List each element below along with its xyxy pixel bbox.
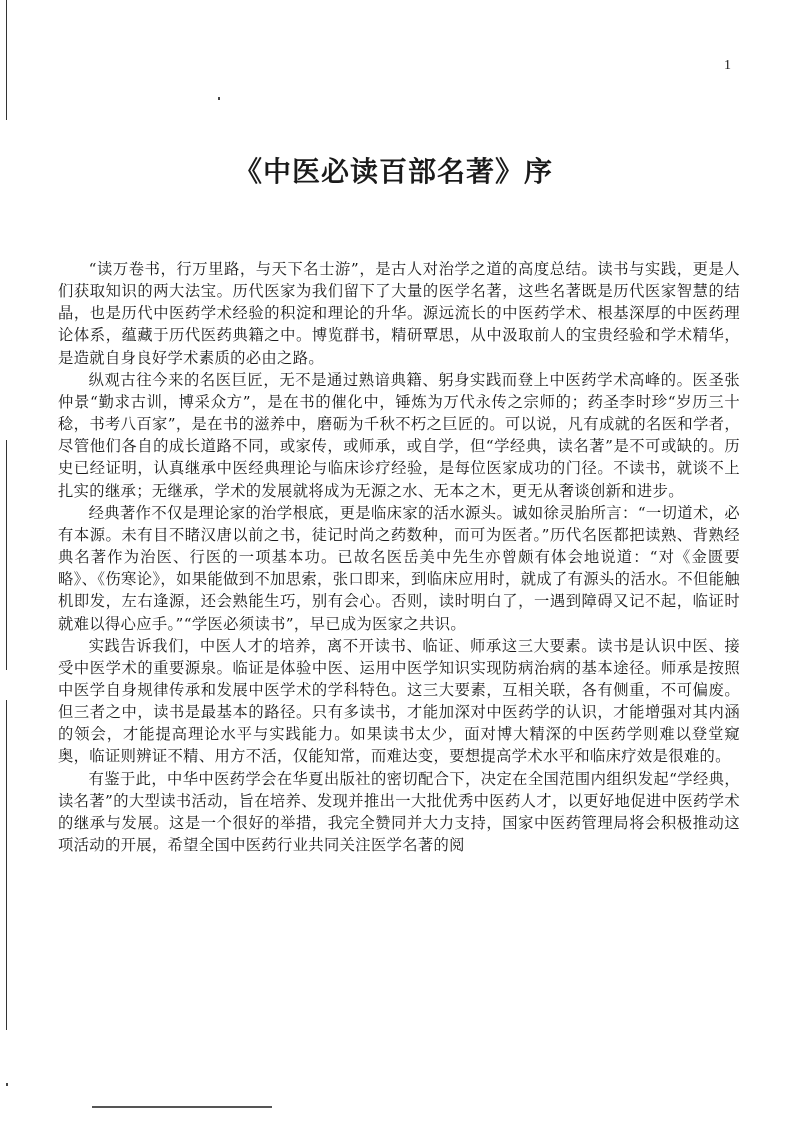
- paragraph-2: 纵观古往今来的名医巨匠，无不是通过熟谙典籍、躬身实践而登上中医药学术高峰的。医圣张仲景“勤求古训，博采众方”，是在书的催化中，锤炼为万代永传之宗师的；药圣李时珍“岁历三十稔，书考八百家”，是在书的滋养中，磨砺为千秋不朽之巨匠的。可以说，凡有成就的名医和学者，尽管他们各自的成长道路不同，或家传，或师承，或自学，但“学经典，读名著”是不可或缺的。历史已经证明，认真继承中医经典理论与临床诊疗经验，是每位医家成功的门径。不读书，就谈不上扎实的继承；无继承，学术的发展就将成为无源之水、无本之木，更无从奢谈创新和进步。: [58, 370, 740, 500]
- scan-margin-line-bottom: [6, 700, 7, 1030]
- scan-speck: [218, 97, 220, 100]
- paragraph-3: 经典著作不仅是理论家的治学根底，更是临床家的活水源头。诚如徐灵胎所言：“一切道术，必有本源。未有目不睹汉唐以前之书，徒记时尚之药数种，而可为医者。”历代名医都把读熟、背熟经典名著作为治医、行医的一项基本功。已故名医岳美中先生亦曾颇有体会地说道：“对《金匮要略》、《伤寒论》，如果能做到不加思索，张口即来，到临床应用时，就成了有源头的活水。不但能触机即发，左右逢源，还会熟能生巧，别有会心。否则，读时明白了，一遇到障碍又记不起，临证时就难以得心应手。”“学医必须读书”，早已成为医家之共识。: [58, 503, 740, 633]
- scan-speck: [6, 1083, 8, 1086]
- preface-body: [58, 258, 740, 856]
- paragraph-1: “读万卷书，行万里路，与天下名士游”，是古人对治学之道的高度总结。读书与实践，更是人们获取知识的两大法宝。历代医家为我们留下了大量的医学名著，这些名著既是历代医家智慧的结晶，也是历代中医药学术经验的积淀和理论的升华。源远流长的中医药学术、根基深厚的中医药理论体系，蕴藏于历代医药典籍之中。博览群书，精研覃思，从中汲取前人的宝贵经验和学术精华，是造就自身良好学术素质的必由之路。: [58, 260, 740, 367]
- footer-rule: [92, 1106, 272, 1108]
- scan-margin-line-middle: [6, 440, 7, 670]
- scan-margin-line-top: [6, 0, 7, 120]
- paragraph-4: 实践告诉我们，中医人才的培养，离不开读书、临证、师承这三大要素。读书是认识中医、接受中医学术的重要源泉。临证是体验中医、运用中医学知识实现防病治病的基本途径。师承是按照中医学自身规律传承和发展中医学术的学科特色。这三大要素，互相关联，各有侧重，不可偏废。但三者之中，读书是最基本的路径。只有多读书，才能加深对中医药学的认识，才能增强对其内涵的领会，才能提高理论水平与实践能力。如果读书太少，面对博大精深的中医药学则难以登堂窥奥，临证则辨证不精、用方不活，仅能知常，而难达变，要想提高学术水平和临床疗效是很难的。: [58, 636, 740, 766]
- page-number: 1: [724, 58, 731, 73]
- paragraph-5: 有鉴于此，中华中医药学会在华夏出版社的密切配合下，决定在全国范围内组织发起“学经典，读名著”的大型读书活动，旨在培养、发现并推出一大批优秀中医药人才，以更好地促进中医药学术的继承与发展。这是一个很好的举措，我完全赞同并大力支持，国家中医药管理局将会积极推动这项活动的开展，希望全国中医药行业共同关注医学名著的阅: [58, 769, 740, 855]
- page-title: 《中医必读百部名著》序: [233, 155, 553, 188]
